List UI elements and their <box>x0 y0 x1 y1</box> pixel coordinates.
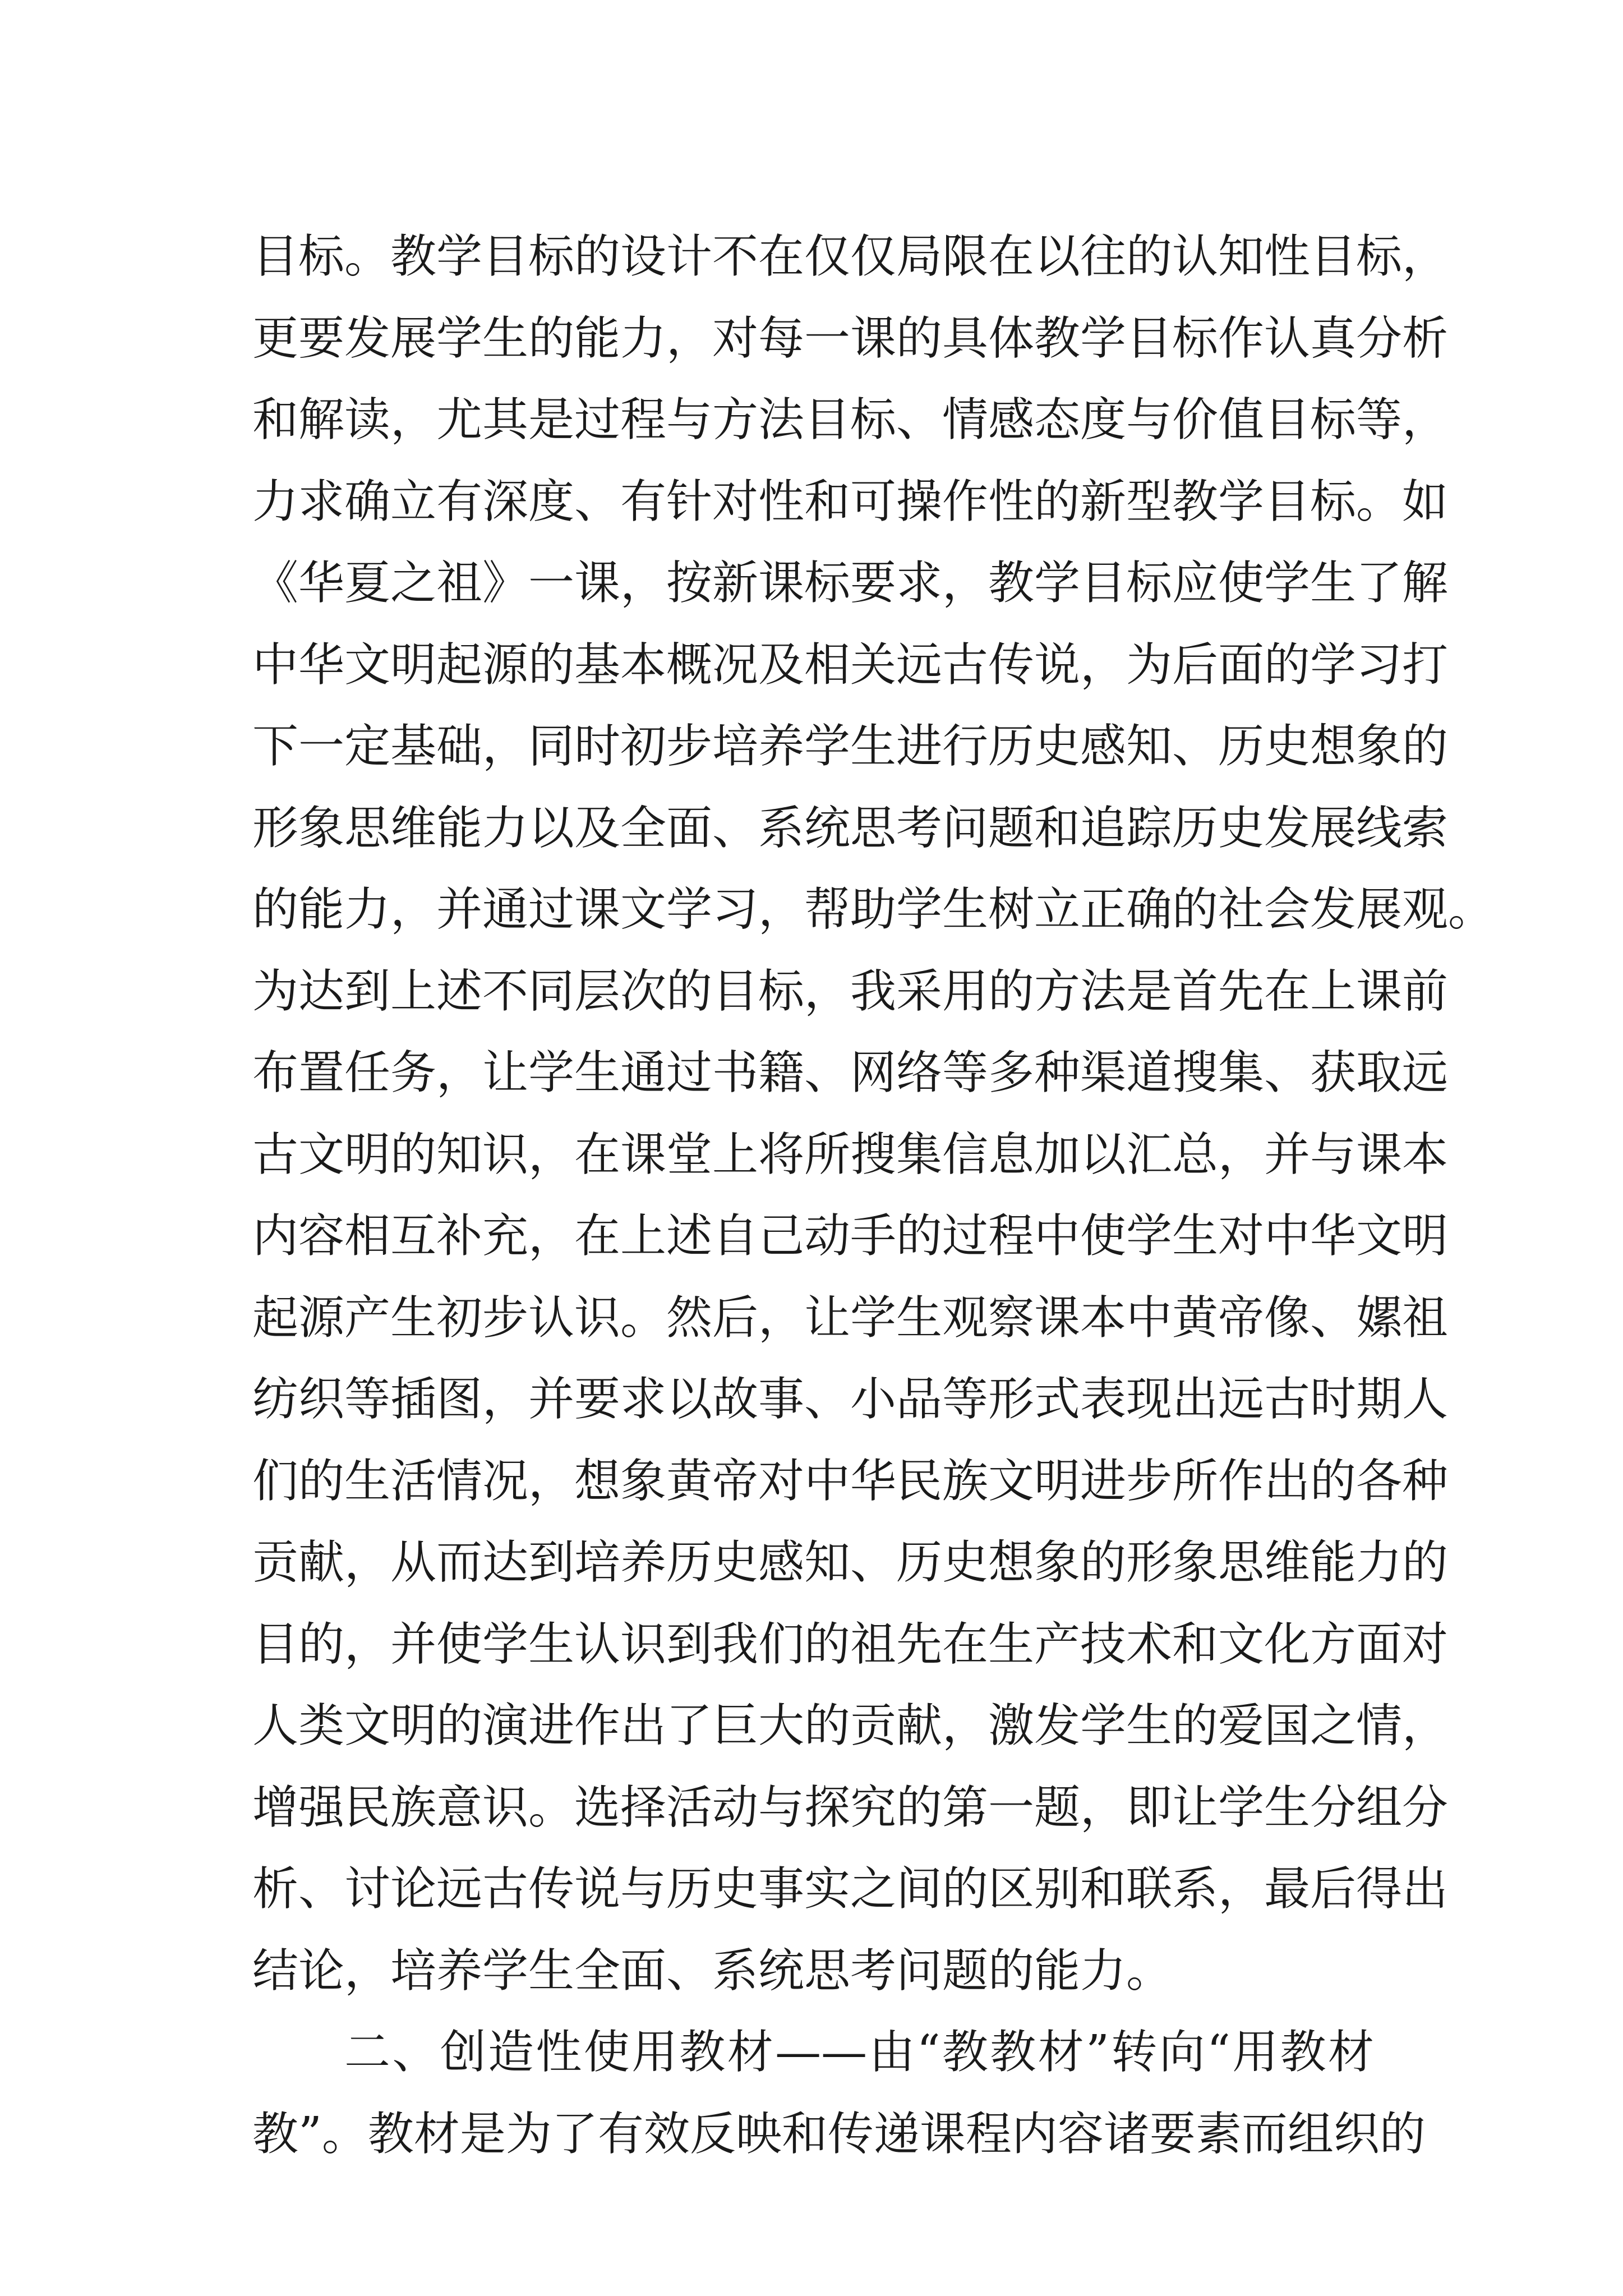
text-line-14: 起源产生初步认识。然后，让学生观察课本中黄帝像、嫘祖 <box>252 1291 1449 1345</box>
text-line-16: 们的生活情况，想象黄帝对中华民族文明进步所作出的各种 <box>252 1454 1449 1508</box>
text-line-12: 古文明的知识，在课堂上将所搜集信息加以汇总，并与课本 <box>252 1128 1449 1181</box>
text-line-2: 更要发展学生的能力，对每一课的具体教学目标作认真分析 <box>252 311 1449 365</box>
text-line-13: 内容相互补充，在上述自己动手的过程中使学生对中华文明 <box>252 1209 1449 1263</box>
text-line-24: 教”。教材是为了有效反映和传递课程内容诸要素而组织的 <box>252 2107 1426 2161</box>
text-line-7: 下一定基础，同时初步培养学生进行历史感知、历史想象的 <box>252 720 1449 773</box>
text-line-6: 中华文明起源的基本概况及相关远古传说，为后面的学习打 <box>252 638 1449 692</box>
text-line-19: 人类文明的演进作出了巨大的贡献，激发学生的爱国之情， <box>252 1699 1449 1752</box>
text-line-5: 《华夏之祖》一课，按新课标要求，教学目标应使学生了解 <box>252 556 1449 610</box>
text-line-3: 和解读，尤其是过程与方法目标、情感态度与价值目标等， <box>252 393 1449 447</box>
body-text <box>252 216 1495 2175</box>
text-line-4: 力求确立有深度、有针对性和可操作性的新型教学目标。如 <box>252 475 1449 528</box>
text-line-8: 形象思维能力以及全面、系统思考问题和追踪历史发展线索 <box>252 801 1449 855</box>
text-line-1: 目标。教学目标的设计不在仅仅局限在以往的认知性目标， <box>252 230 1449 283</box>
text-line-22: 结论，培养学生全面、系统思考问题的能力。 <box>252 1944 1173 1998</box>
text-line-10: 为达到上述不同层次的目标，我采用的方法是首先在上课前 <box>252 964 1449 1018</box>
text-line-20: 增强民族意识。选择活动与探究的第一题，即让学生分组分 <box>252 1780 1449 1834</box>
text-line-21: 析、讨论远古传说与历史事实之间的区别和联系，最后得出 <box>252 1862 1449 1916</box>
text-line-17: 贡献，从而达到培养历史感知、历史想象的形象思维能力的 <box>252 1536 1449 1589</box>
text-line-15: 纺织等插图，并要求以故事、小品等形式表现出远古时期人 <box>252 1373 1449 1426</box>
section-heading-line: 二、创造性使用教材——由“教教材”转向“用教材 <box>344 2026 1374 2079</box>
text-line-18: 目的，并使学生认识到我们的祖先在生产技术和文化方面对 <box>252 1617 1449 1671</box>
text-line-11: 布置任务，让学生通过书籍、网络等多种渠道搜集、获取远 <box>252 1046 1449 1099</box>
text-line-9: 的能力，并通过课文学习，帮助学生树立正确的社会发展观。 <box>252 883 1495 936</box>
